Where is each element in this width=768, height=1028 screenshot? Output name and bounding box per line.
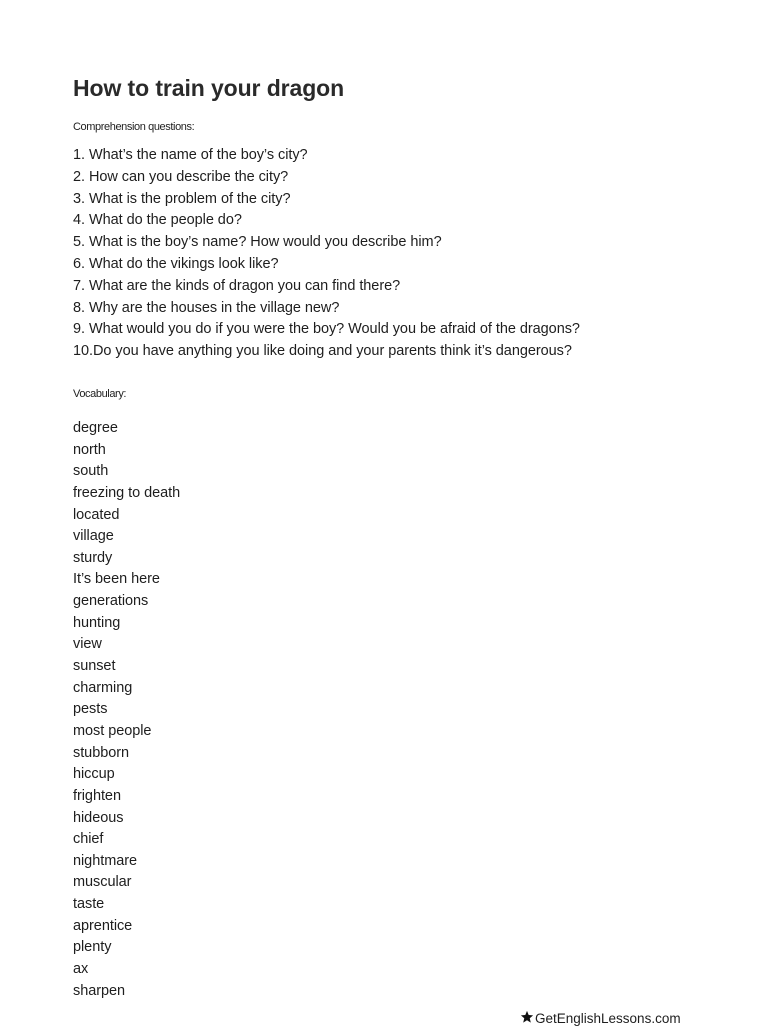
vocabulary-item: south xyxy=(73,463,109,480)
vocabulary-item: It’s been here xyxy=(73,571,160,588)
vocabulary-item: most people xyxy=(73,722,152,739)
footer-brand xyxy=(520,1010,681,1028)
vocabulary-item: village xyxy=(73,528,114,545)
vocabulary-item: muscular xyxy=(73,874,132,891)
question-item: 1. What’s the name of the boy’s city? xyxy=(73,147,308,163)
question-item: 7. What are the kinds of dragon you can find there? xyxy=(73,277,401,294)
footer-site-text: GetEnglishLessons.com xyxy=(535,1011,681,1026)
comprehension-label: Comprehension questions: xyxy=(73,121,195,133)
vocabulary-item: stubborn xyxy=(73,744,130,761)
question-item: 9. What would you do if you were the boy? Would you be afraid of the dragons? xyxy=(73,321,580,338)
vocabulary-item: hunting xyxy=(73,614,121,631)
question-item: 2. How can you describe the city? xyxy=(73,168,289,185)
question-item: 8. Why are the houses in the village new? xyxy=(73,299,340,316)
question-item: 4. What do the people do? xyxy=(73,212,242,229)
page-title: How to train your dragon xyxy=(73,75,345,101)
vocabulary-item: aprentice xyxy=(73,917,133,934)
vocabulary-item: view xyxy=(73,636,102,653)
vocabulary-item: nightmare xyxy=(73,852,138,869)
vocabulary-item: sharpen xyxy=(73,982,126,999)
question-item: 6. What do the vikings look like? xyxy=(73,255,279,272)
vocabulary-item: freezing to death xyxy=(73,484,181,501)
vocabulary-item: plenty xyxy=(73,939,112,956)
question-item: 3. What is the problem of the city? xyxy=(73,190,291,207)
vocabulary-item: chief xyxy=(73,831,104,848)
vocabulary-label: Vocabulary: xyxy=(73,388,127,400)
vocabulary-item: hideous xyxy=(73,809,124,826)
question-item: 5. What is the boy’s name? How would you describe him? xyxy=(73,234,442,251)
vocabulary-list xyxy=(73,418,180,1002)
vocabulary-item: sturdy xyxy=(73,549,113,566)
vocabulary-item: degree xyxy=(73,420,118,436)
vocabulary-item: generations xyxy=(73,593,149,610)
question-item: 10.Do you have anything you like doing and your parents think it’s dangerous? xyxy=(73,343,572,360)
vocabulary-item: hiccup xyxy=(73,766,115,783)
vocabulary-item: pests xyxy=(73,701,108,718)
vocabulary-item: taste xyxy=(73,896,105,913)
vocabulary-item: frighten xyxy=(73,787,121,804)
vocabulary-item: ax xyxy=(73,961,89,978)
vocabulary-item: charming xyxy=(73,679,133,696)
vocabulary-item: located xyxy=(73,506,120,523)
vocabulary-item: sunset xyxy=(73,658,116,675)
star-icon xyxy=(520,1010,534,1024)
vocabulary-item: north xyxy=(73,441,106,458)
questions-list xyxy=(73,145,580,363)
